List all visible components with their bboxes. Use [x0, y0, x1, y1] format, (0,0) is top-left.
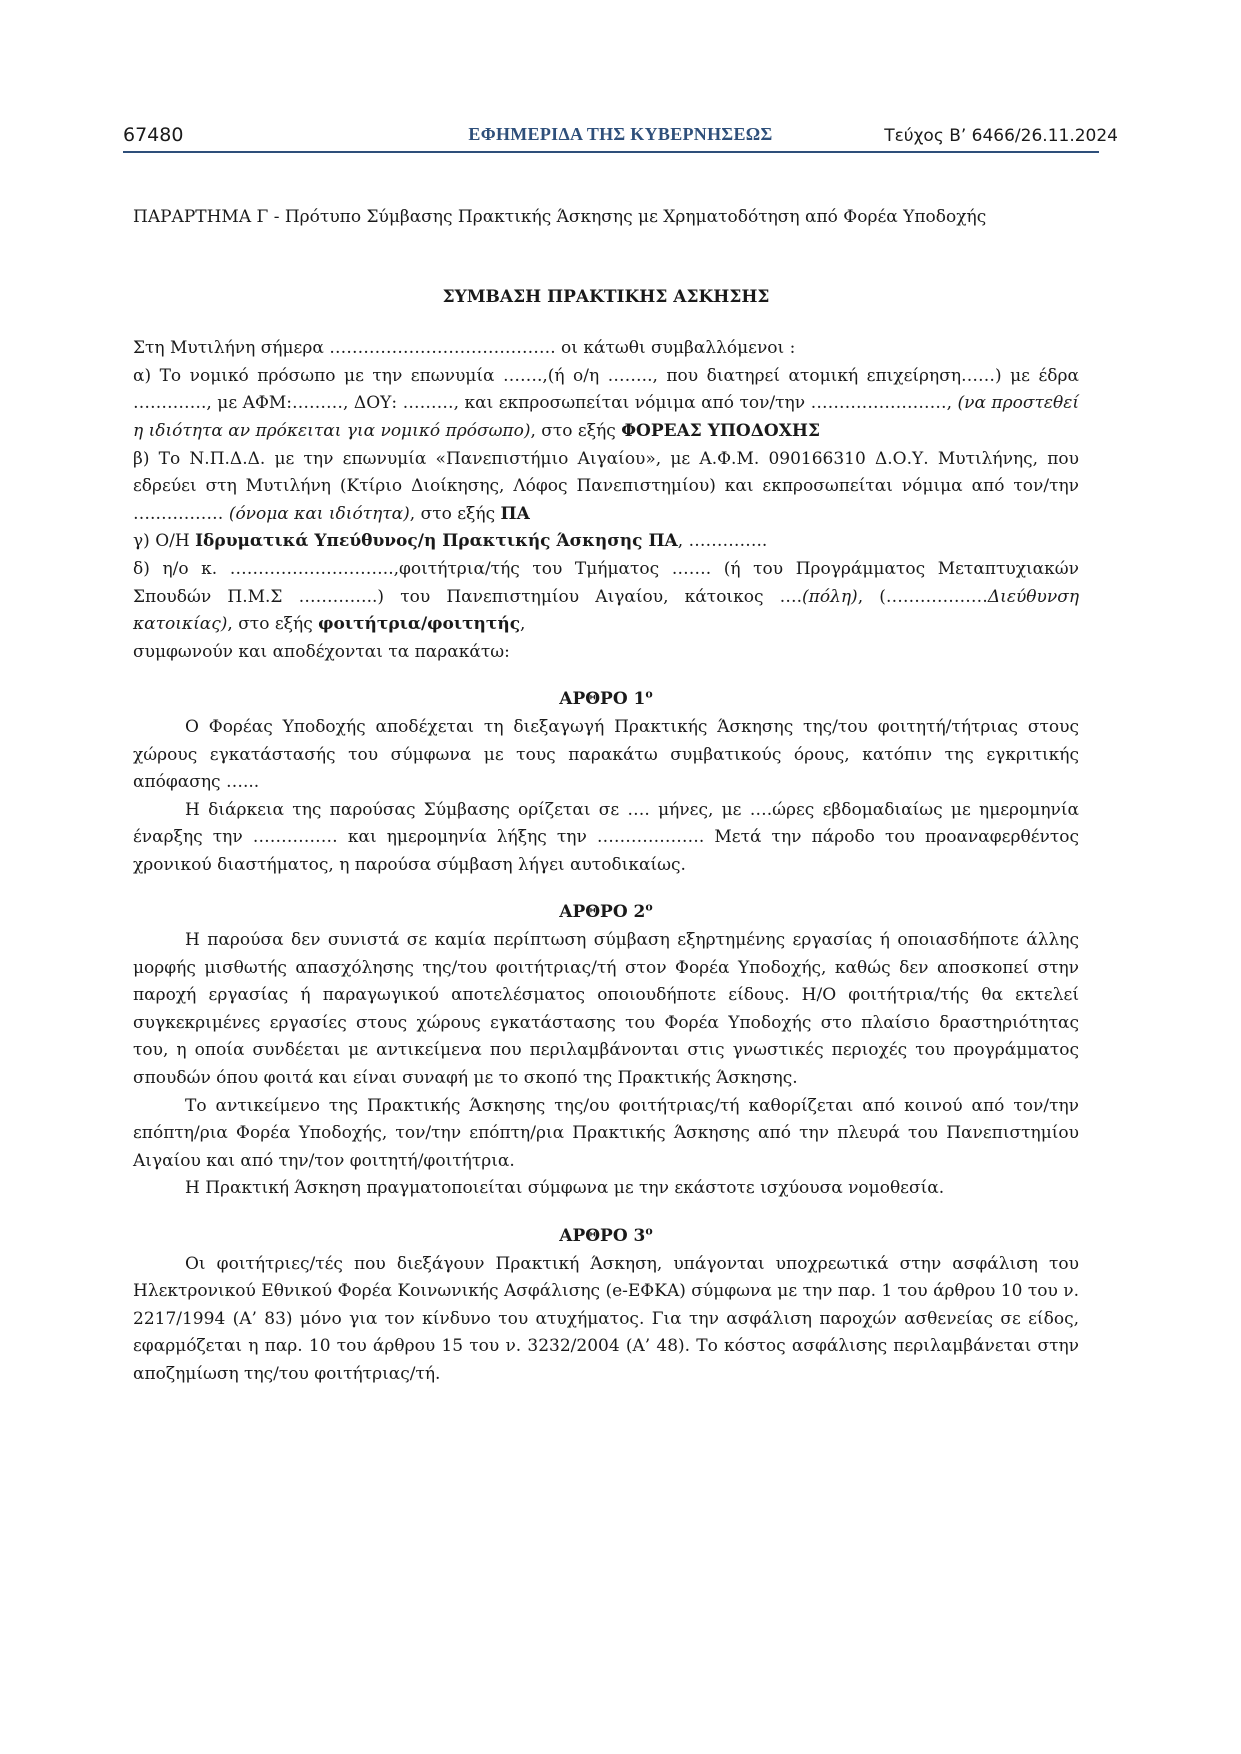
party-a-text: α) Το νομικό πρόσωπο με την επωνυμία …….,(ή ο/η …….., που διατηρεί ατομική επιχείρηση……) με έδρα …………., με ΑΦΜ:………, ΔΟΥ: ………, και εκπροσωπείται νόμιμα από τον/την ……………………, — [133, 365, 1079, 414]
article-1-title: ΑΡΘΡΟ 1 — [559, 689, 646, 710]
party-b-tail: , στο εξής — [409, 503, 501, 524]
article-2-paragraph: Η παρούσα δεν συνιστά σε καμία περίπτωση σύμβαση εξηρτημένης εργασίας ή οποιασδήποτε άλλης μορφής μισθωτής απασχόλησης της/του φοιτήτριας/τή στον Φορέα Υποδοχής, καθώς δεν αποσκοπεί στην παροχή εργασίας ή παραγωγικού αποτελέσματος οποιουδήποτε είδους. Η/Ο φοιτήτρια/τής θα εκτελεί συγκεκριμένες εργασίες στους χώρους εγκατάστασης του Φορέα Υποδοχής στο πλαίσιο δραστηριότητας του, η οποία συνδέεται με αντικείμενα που περιλαμβάνονται στις γνωστικές περιοχές του προγράμματος σπουδών όπου φοιτά και είναι συναφή με το σκοπό της Πρακτικής Άσκησης. — [133, 930, 1079, 1089]
document-title: ΣΥΜΒΑΣΗ ΠΡΑΚΤΙΚΗΣ ΑΣΚΗΣΗΣ — [442, 286, 770, 307]
party-c-text: γ) Ο/Η — [133, 531, 196, 552]
article-1-ordinal: ο — [645, 687, 653, 701]
article-1-heading — [133, 686, 1079, 714]
article-3-heading — [133, 1223, 1079, 1251]
article-2-paragraph: Το αντικείμενο της Πρακτικής Άσκησης της/ου φοιτήτριας/τή καθορίζεται από κοινού από τον/την επόπτη/ρια Φορέα Υποδοχής, τον/την επόπτη/ρια Πρακτικής Άσκησης από την πλευρά του Πανεπιστημίου Αιγαίου και από την/τον φοιτητή/φοιτήτρια. — [133, 1095, 1079, 1171]
party-b-note: (όνομα και ιδιότητα) — [228, 503, 410, 524]
article-3-ordinal: ο — [645, 1224, 653, 1238]
party-a-tail: , στο εξής — [530, 420, 622, 441]
party-d-note-city: (πόλη) — [802, 586, 858, 607]
issue-reference: Τεύχος Β’ 6466/26.11.2024 — [884, 126, 1118, 146]
agreement-line: συμφωνούν και αποδέχονται τα παρακάτω: — [133, 641, 510, 662]
article-2-heading — [133, 899, 1079, 927]
page-number: 67480 — [123, 124, 184, 146]
article-2-paragraph: Η Πρακτική Άσκηση πραγματοποιείται σύμφωνα με την εκάστοτε ισχύουσα νομοθεσία. — [185, 1178, 945, 1199]
party-d-mid: , (……………… — [857, 586, 988, 607]
annex-title: ΠΑΡΑΡΤΗΜΑ Γ - Πρότυπο Σύμβασης Πρακτικής Άσκησης με Χρηματοδότηση από Φορέα Υποδοχής — [133, 207, 987, 227]
article-3-paragraph: Οι φοιτήτριες/τές που διεξάγουν Πρακτική Άσκηση, υπάγονται υποχρεωτικά στην ασφάλιση του Ηλεκτρονικού Εθνικού Φορέα Κοινωνικής Ασφάλισης (e-ΕΦΚΑ) σύμφωνα με την παρ. 1 του άρθρου 10 του ν. 2217/1994 (Α’ 83) μόνο για τον κίνδυνο του ατυχήματος. Για την ασφάλιση παροχών ασθενείας σε είδος, εφαρμόζεται η παρ. 10 του άρθρου 15 του ν. 3232/2004 (Α’ 48). Το κόστος ασφάλισης περιλαμβάνεται στην αποζημίωση της/του φοιτήτριας/τή. — [133, 1253, 1079, 1384]
party-d-text: δ) η/ο κ. ………………………..,φοιτήτρια/τής του Τμήματος ……. (ή του Προγράμματος Μεταπτυχιακών Σπουδών Π.Μ.Σ …………..) του Πανεπιστημίου Αιγαίου, κάτοικος …. — [133, 558, 1079, 607]
article-1-paragraph: Ο Φορέας Υποδοχής αποδέχεται τη διεξαγωγή Πρακτικής Άσκησης της/του φοιτητή/τήτριας στους χώρους εγκατάστασής του σύμφωνα με τους παρακάτω συμβατικούς όρους, κατόπιν της εγκριτικής απόφασης …... — [133, 716, 1079, 793]
party-a — [133, 363, 1079, 446]
party-d — [133, 556, 1079, 639]
party-c — [133, 528, 1079, 556]
party-c-tail: , ………….. — [677, 531, 768, 552]
party-d-end: , — [520, 614, 526, 635]
party-a-note: (να προστεθεί η ιδιότητα αν πρόκειται για νομικό πρόσωπο) — [133, 393, 1079, 441]
party-b — [133, 446, 1079, 529]
party-a-label: ΦΟΡΕΑΣ ΥΠΟΔΟΧΗΣ — [621, 420, 820, 441]
article-2-ordinal: ο — [645, 900, 653, 914]
party-b-text: β) Το Ν.Π.Δ.Δ. με την επωνυμία «Πανεπιστήμιο Αιγαίου», με Α.Φ.Μ. 090166310 Δ.Ο.Υ. Μυτιλήνης, που εδρεύει στη Μυτιλήνη (Κτίριο Διοίκησης, Λόφος Πανεπιστημίου) και εκπροσωπείται νόμιμα από τον/την ….………… — [133, 448, 1079, 524]
gazette-title: ΕΦΗΜΕΡΙΔΑ ΤΗΣ ΚΥΒΕΡΝΗΣΕΩΣ — [468, 124, 773, 144]
party-c-label: Ιδρυματικά Υπεύθυνος/η Πρακτικής Άσκησης ΠΑ — [195, 531, 678, 552]
article-2-title: ΑΡΘΡΟ 2 — [559, 902, 646, 923]
party-d-tail: , στο εξής — [227, 614, 319, 635]
document-body — [133, 204, 1079, 1389]
party-d-note-address: Διεύθυνση κατοικίας) — [133, 586, 1079, 635]
parties-intro: Στη Μυτιλήνη σήμερα …………………………………. οι κάτωθι συμβαλλόμενοι : — [133, 338, 796, 359]
article-1-paragraph: Η διάρκεια της παρούσας Σύμβασης ορίζεται σε …. μήνες, με ….ώρες εβδομαδιαίως με ημερομηνία έναρξης την …………… και ημερομηνία λήξης την ………………. Μετά την πάροδο του προαναφερθέντος χρονικού διαστήματος, η παρούσα σύμβαση λήγει αυτοδικαίως. — [133, 799, 1079, 875]
party-d-label: φοιτήτρια/φοιτητής — [318, 614, 521, 635]
article-3-title: ΑΡΘΡΟ 3 — [559, 1226, 646, 1246]
header-divider — [123, 151, 1099, 153]
party-b-label: ΠΑ — [500, 503, 530, 524]
